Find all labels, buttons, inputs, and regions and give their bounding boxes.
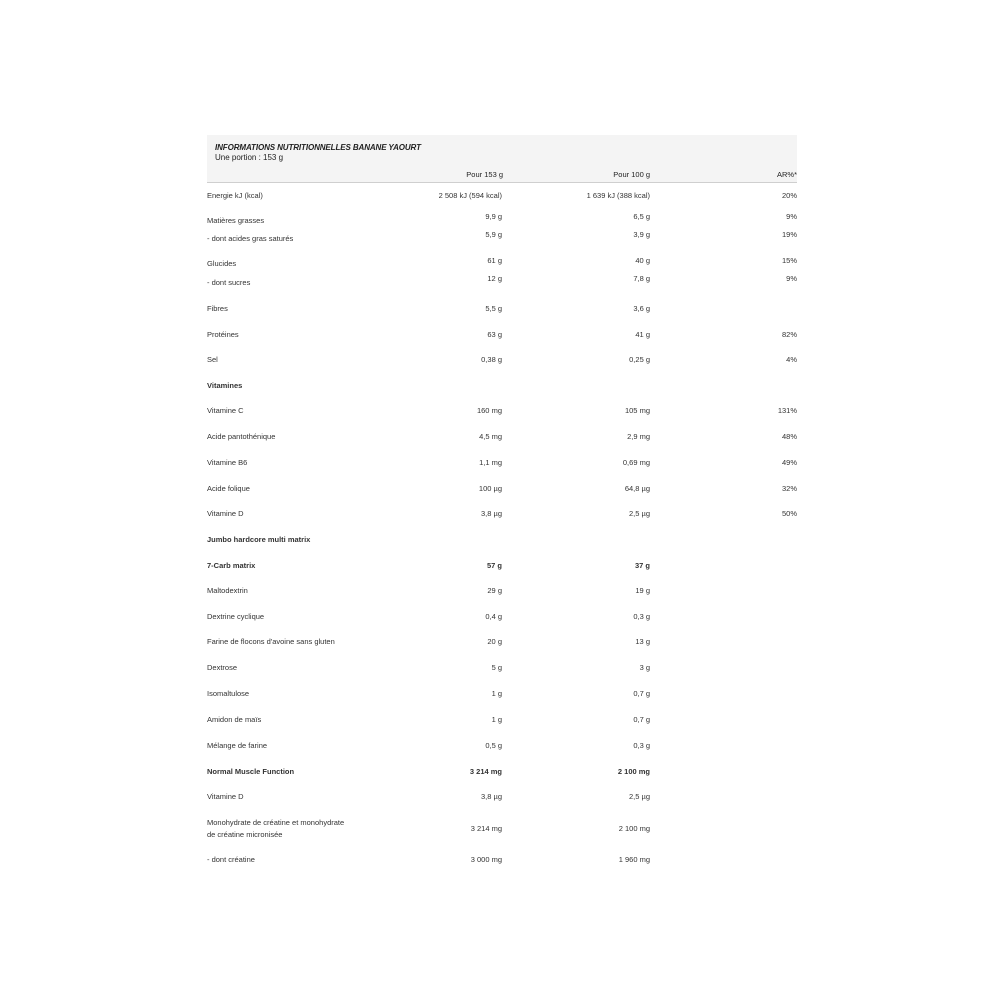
value-per-100g: 105 mg [624,406,650,415]
value-ar-percent: 20% [781,191,797,200]
row-label [207,381,417,391]
value-per-portion: 0,4 g [485,612,502,621]
value-per-portion: 57 g [486,561,502,570]
value-per-100g: 40 g [635,256,650,265]
row-label-text: Amidon de maïs [207,715,262,724]
row-label-text: Matières grasses [207,216,265,225]
value-per-portion: 5 g [491,663,502,672]
row-label-text: Farine de flocons d'avoine sans gluten [207,637,335,646]
value-ar-percent: 15% [781,256,797,265]
value-per-portion: 9,9 g [485,212,502,221]
row-label-text: Energie kJ (kcal) [207,191,263,200]
value-per-100g: 7,8 g [633,274,650,283]
value-ar-percent: 9% [786,274,797,283]
row-label-text: Acide pantothénique [207,432,276,441]
row-label-text: Vitamines [207,381,243,390]
row-label-text-line2: de créatine micronisée [207,830,283,839]
value-per-100g: 0,3 g [633,612,650,621]
row-label-text: Mélange de farine [207,741,268,750]
value-per-portion: 0,5 g [485,741,502,750]
row-label-text: Glucides [207,259,237,268]
row-label-text: Isomaltulose [207,689,250,698]
value-per-100g: 19 g [635,586,650,595]
row-label-text: Dextrose [207,663,238,672]
row-label-text: - dont créatine [207,855,255,864]
row-label [207,535,417,545]
value-per-100g: 3,9 g [633,230,650,239]
value-per-portion: 63 g [487,330,502,339]
nutrition-table [207,135,797,883]
value-per-100g: 2 100 mg [618,824,650,833]
row-label-text: Maltodextrin [207,586,248,595]
row-label-text: Vitamine D [207,509,244,518]
value-per-100g: 3 g [639,663,650,672]
value-per-portion: 1 g [491,689,502,698]
value-per-100g: 0,69 mg [622,458,650,467]
value-per-portion: 20 g [487,637,502,646]
row-label-text: Jumbo hardcore multi matrix [207,535,311,544]
value-per-100g: 64,8 µg [624,484,650,493]
value-per-portion: 2 508 kJ (594 kcal) [438,191,502,200]
value-per-100g: 0,7 g [633,689,650,698]
value-per-100g: 0,25 g [629,355,650,364]
row-label-text: Vitamine D [207,792,244,801]
table-title: INFORMATIONS NUTRITIONNELLES BANANE YAOURT [215,143,421,152]
row-label-text: Monohydrate de créatine et monohydrate [207,818,345,827]
value-per-portion: 61 g [487,256,502,265]
value-per-100g: 2,9 mg [627,432,650,441]
value-per-portion: 29 g [487,586,502,595]
column-headers [207,167,797,183]
value-ar-percent: 9% [786,212,797,221]
value-per-100g: 0,3 g [633,741,650,750]
value-ar-percent: 32% [781,484,797,493]
value-per-portion: 5,5 g [485,304,502,313]
value-per-portion: 3 214 mg [470,824,502,833]
value-per-portion: 1,1 mg [479,458,502,467]
row-label-text: 7-Carb matrix [207,561,256,570]
row-label-text: Vitamine C [207,406,244,415]
value-ar-percent: 50% [781,509,797,518]
table-header [207,135,797,167]
value-per-portion: 3,8 µg [480,509,502,518]
value-per-100g: 6,5 g [633,212,650,221]
value-per-portion: 12 g [487,274,502,283]
row-label-text: Vitamine B6 [207,458,248,467]
value-per-100g: 1 960 mg [618,855,650,864]
row-label-text: Acide folique [207,484,250,493]
value-per-portion: 3 214 mg [469,767,502,776]
value-per-100g: 2,5 µg [628,509,650,518]
value-per-100g: 13 g [635,637,650,646]
column-header-per-100g: Pour 100 g [613,170,650,179]
row-label-text: Fibres [207,304,228,313]
table-body [207,183,797,883]
column-header-ar: AR%* [776,170,797,179]
row-label-text: Protéines [207,330,239,339]
value-per-portion: 100 µg [478,484,502,493]
value-ar-percent: 4% [786,355,797,364]
value-ar-percent: 49% [781,458,797,467]
value-per-100g: 37 g [634,561,650,570]
value-per-portion: 160 mg [476,406,502,415]
value-per-portion: 1 g [491,715,502,724]
portion-size: Une portion : 153 g [215,153,284,162]
value-per-100g: 3,6 g [633,304,650,313]
row-label-text: Sel [207,355,218,364]
value-per-100g: 0,7 g [633,715,650,724]
value-per-portion: 0,38 g [481,355,502,364]
value-ar-percent: 48% [781,432,797,441]
value-per-100g: 41 g [635,330,650,339]
value-per-100g: 1 639 kJ (388 kcal) [586,191,650,200]
value-per-portion: 4,5 mg [479,432,502,441]
value-ar-percent: 131% [777,406,797,415]
value-ar-percent: 82% [781,330,797,339]
row-label-text: Dextrine cyclique [207,612,265,621]
value-per-100g: 2 100 mg [617,767,650,776]
value-ar-percent: 19% [781,230,797,239]
value-per-portion: 3,8 µg [480,792,502,801]
row-label-text: - dont sucres [207,278,251,287]
value-per-100g: 2,5 µg [628,792,650,801]
row-label-text: Normal Muscle Function [207,767,295,776]
column-header-per-portion: Pour 153 g [466,170,503,179]
value-per-portion: 5,9 g [485,230,502,239]
value-per-portion: 3 000 mg [470,855,502,864]
row-label-text: - dont acides gras saturés [207,234,294,243]
